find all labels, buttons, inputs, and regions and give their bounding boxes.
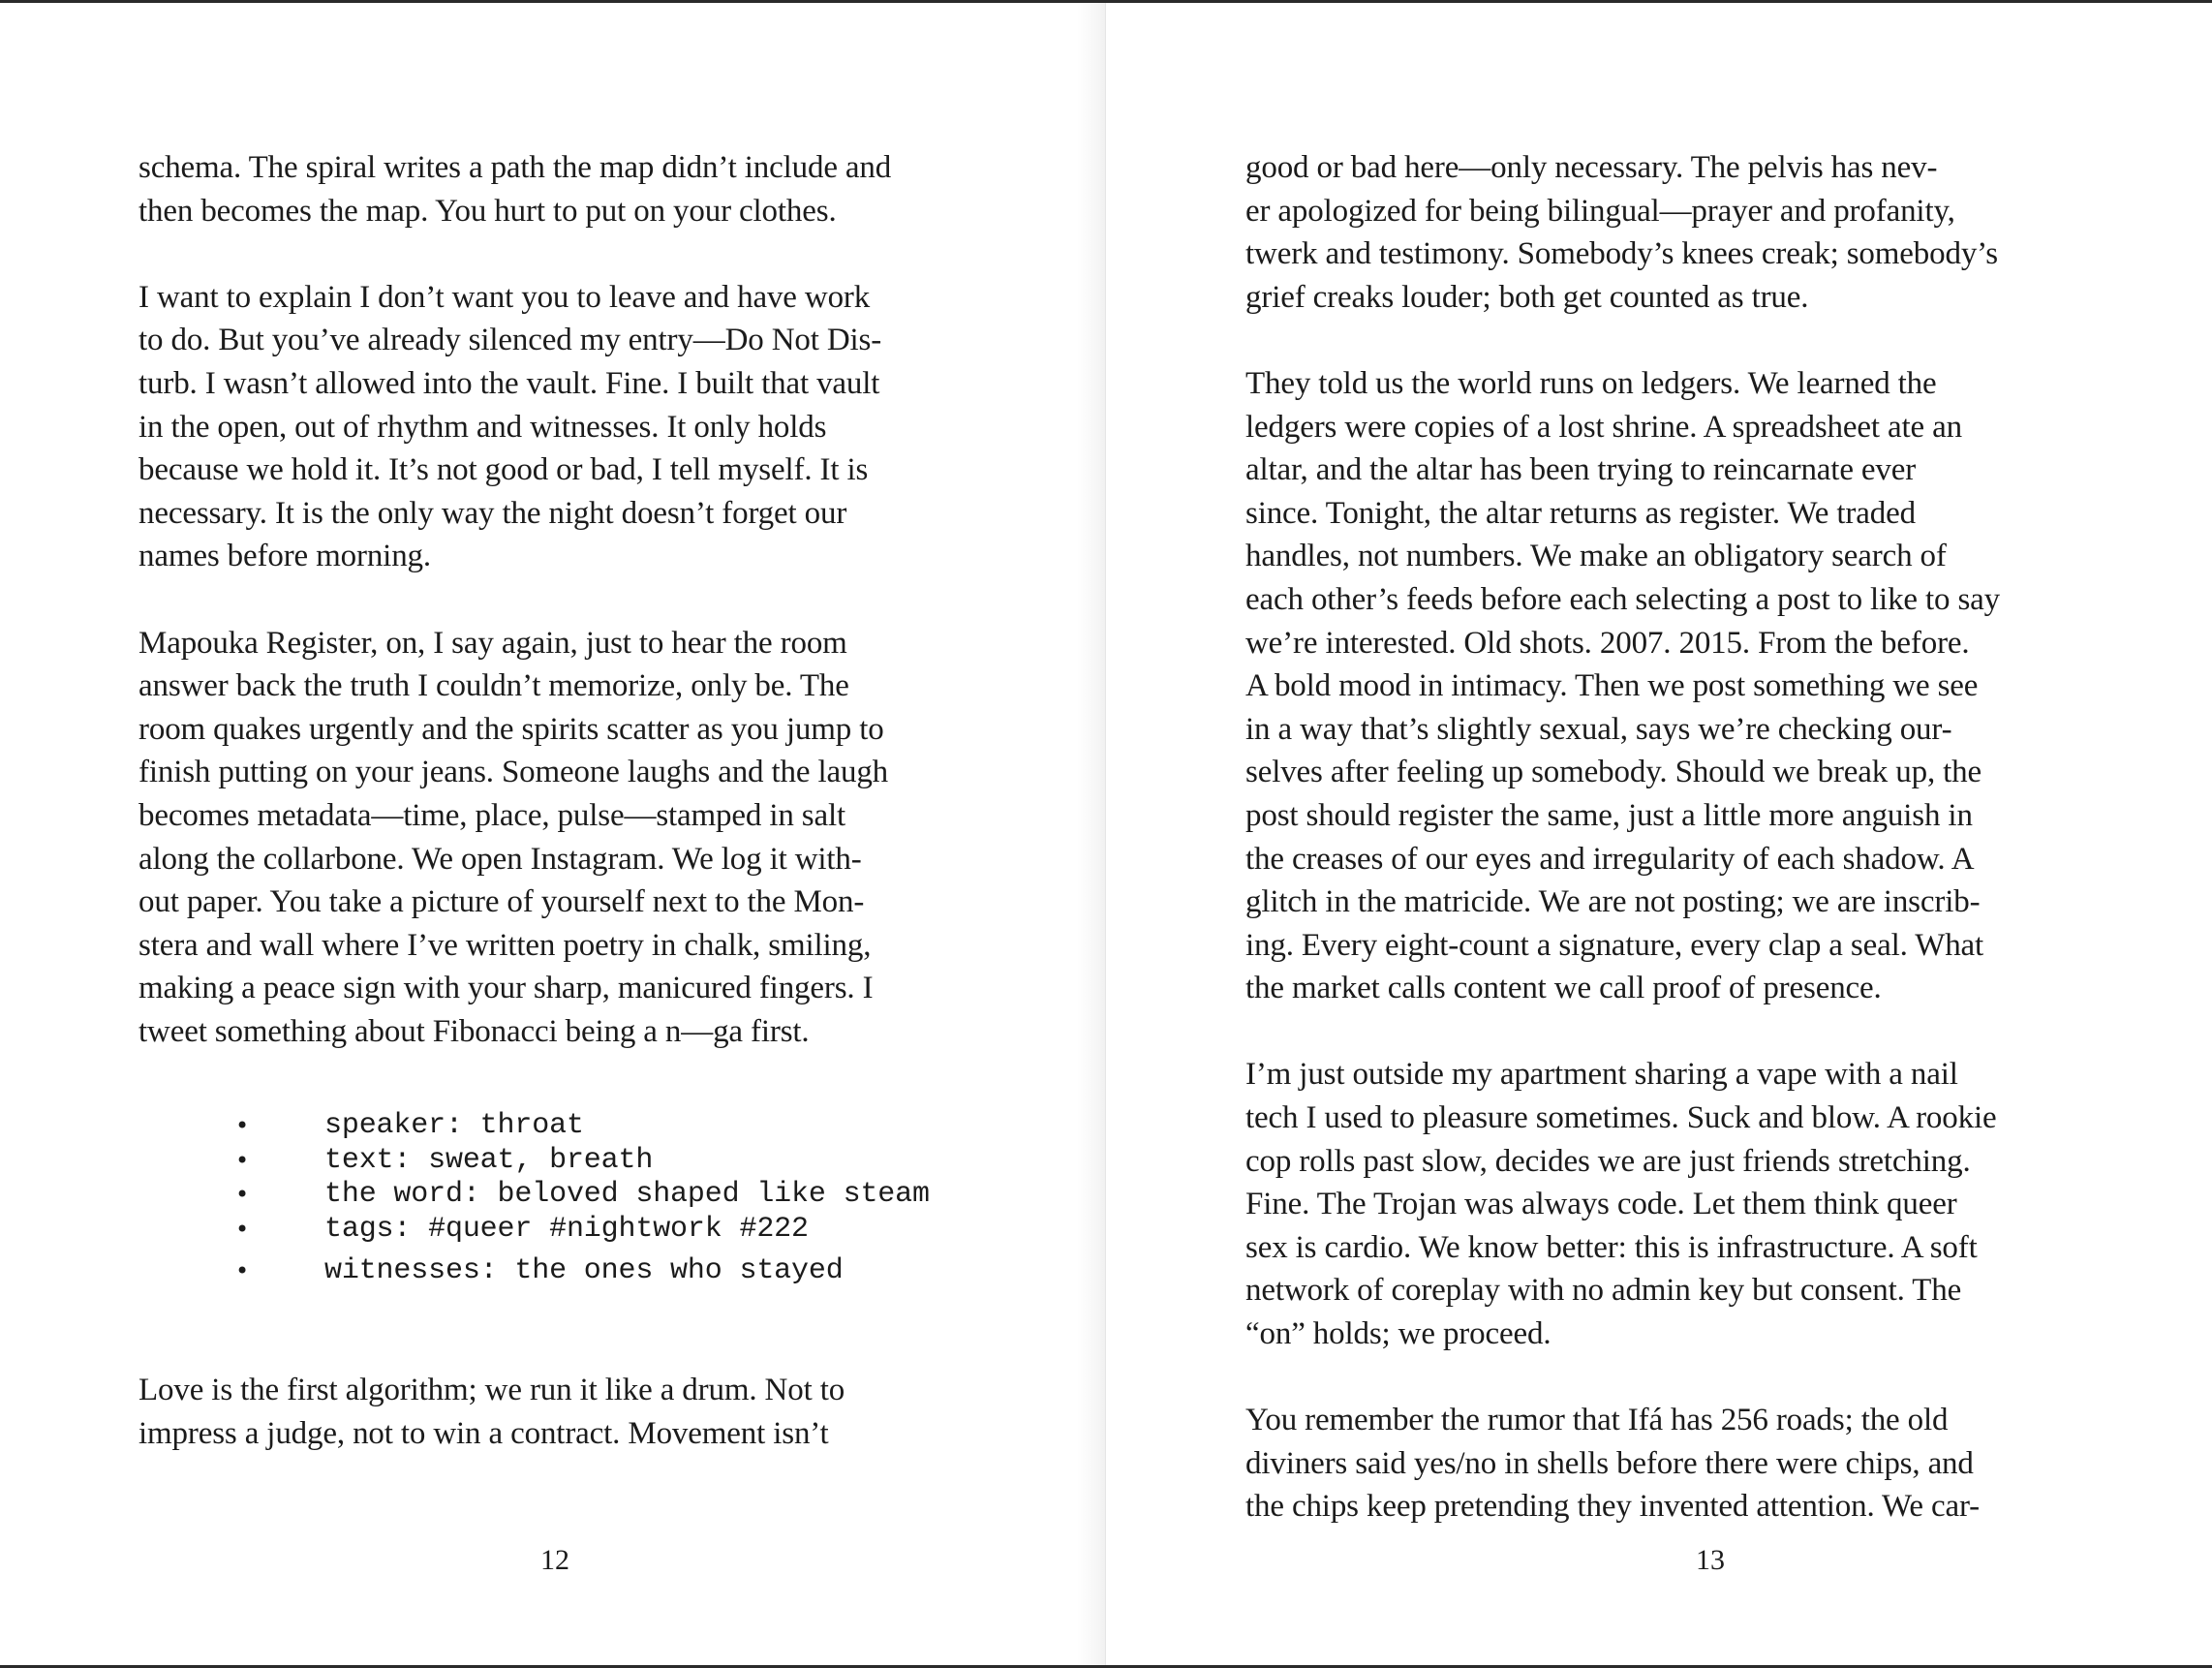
text-line: twerk and testimony. Somebody’s knees creak; somebody’s [1245,236,1998,272]
text-line: network of coreplay with no admin key but consent. The [1245,1273,1962,1309]
text-line: the chips keep pretending they invented attention. We car- [1245,1489,1981,1525]
paragraph [1245,362,2098,1010]
text-line: “on” holds; we proceed. [1245,1316,1551,1352]
text-line: tweet something about Fibonacci being a n—ga first. [138,1013,810,1049]
right-page-text [1245,146,2098,1529]
text-line: answer back the truth I couldn’t memorize, only be. The [138,668,849,704]
text-line: because we hold it. It’s not good or bad, I tell myself. It is [138,452,869,488]
left-page-text [138,146,991,1455]
text-line: They told us the world runs on ledgers. We learned the [1245,365,1937,401]
list-item-text: text: sweat, breath [324,1143,654,1177]
text-line: stera and wall where I’ve written poetry in chalk, smiling, [138,927,872,963]
text-line: then becomes the map. You hurt to put on your clothes. [138,193,837,229]
text-line: along the collarbone. We open Instagram. We log it with- [138,841,862,877]
text-line: ledgers were copies of a lost shrine. A spreadsheet ate an [1245,409,1962,445]
text-line: diviners said yes/no in shells before there were chips, and [1245,1445,1974,1481]
text-line: er apologized for being bilingual—prayer and profanity, [1245,193,1955,229]
right-page [1106,3,2212,1665]
list-item-text: tags: #queer #nightwork #222 [324,1212,809,1246]
text-line: becomes metadata—time, place, pulse—stamped in salt [138,797,846,833]
text-line: since. Tonight, the altar returns as register. We traded [1245,495,1916,531]
page-number: 13 [1696,1544,1725,1576]
text-line: Fine. The Trojan was always code. Let them think queer [1245,1187,1957,1222]
bullet-icon: • [235,1181,250,1209]
text-line: ing. Every eight-count a signature, every clap a seal. What [1245,927,1984,963]
paragraph [138,146,991,232]
list-item-text: the word: beloved shaped like steam [324,1178,930,1212]
list-item [138,1109,991,1144]
paragraph [138,1369,991,1455]
list-item [138,1144,991,1179]
text-line: selves after feeling up somebody. Should we break up, the [1245,755,1982,790]
list-item-text: witnesses: the ones who stayed [324,1254,844,1288]
text-line: I want to explain I don’t want you to leave and have work [138,279,871,315]
text-line: out paper. You take a picture of yourself next to the Mon- [138,884,865,920]
page-number: 12 [540,1544,569,1576]
text-line: in the open, out of rhythm and witnesses. It only holds [138,409,827,445]
paragraph [1245,146,2098,319]
bullet-icon: • [235,1215,250,1243]
text-line: grief creaks louder; both get counted as true. [1245,279,1809,315]
text-line: each other’s feeds before each selecting a post to like to say [1245,581,2001,617]
text-line: cop rolls past slow, decides we are just friends stretching. [1245,1143,1971,1179]
text-line: Love is the first algorithm; we run it like a drum. Not to [138,1372,845,1407]
list-item-text: speaker: throat [324,1109,584,1143]
paragraph [138,622,991,1054]
text-line: You remember the rumor that Ifá has 256 roads; the old [1245,1403,1949,1438]
text-line: Mapouka Register, on, I say again, just to hear the room [138,625,847,661]
text-line: schema. The spiral writes a path the map didn’t include and [138,150,892,185]
list-item [138,1254,991,1289]
list-item [138,1178,991,1213]
paragraph [1245,1053,2098,1355]
text-line: altar, and the altar has been trying to reincarnate ever [1245,452,1917,488]
text-line: necessary. It is the only way the night doesn’t forget our [138,495,847,531]
text-line: to do. But you’ve already silenced my entry—Do Not Dis- [138,323,882,358]
bullet-icon: • [235,1257,250,1285]
text-line: we’re interested. Old shots. 2007. 2015. From the before. [1245,625,1970,661]
metadata-list [138,1109,991,1289]
text-line: glitch in the matricide. We are not posting; we are inscrib- [1245,884,1981,920]
paragraph [1245,1399,2098,1529]
text-line: in a way that’s slightly sexual, says we’re checking our- [1245,711,1952,747]
bullet-icon: • [235,1146,250,1174]
bullet-icon: • [235,1112,250,1140]
text-line: the market calls content we call proof of presence. [1245,971,1882,1006]
text-line: names before morning. [138,539,432,574]
text-line: turb. I wasn’t allowed into the vault. Fine. I built that vault [138,365,880,401]
text-line: tech I used to pleasure sometimes. Suck and blow. A rookie [1245,1100,1997,1136]
text-line: handles, not numbers. We make an obligatory search of [1245,539,1947,574]
text-line: post should register the same, just a little more anguish in [1245,797,1973,833]
text-line: good or bad here—only necessary. The pelvis has nev- [1245,150,1938,185]
text-line: A bold mood in intimacy. Then we post something we see [1245,668,1979,704]
text-line: I’m just outside my apartment sharing a vape with a nail [1245,1057,1958,1093]
text-line: making a peace sign with your sharp, manicured fingers. I [138,971,874,1006]
text-line: finish putting on your jeans. Someone laughs and the laugh [138,755,889,790]
text-line: room quakes urgently and the spirits scatter as you jump to [138,711,884,747]
paragraph [138,276,991,578]
text-line: sex is cardio. We know better: this is infrastructure. A soft [1245,1229,1978,1265]
text-line: the creases of our eyes and irregularity of each shadow. A [1245,841,1975,877]
left-page [0,3,1105,1665]
text-line: impress a judge, not to win a contract. Movement isn’t [138,1415,829,1451]
list-item [138,1213,991,1248]
